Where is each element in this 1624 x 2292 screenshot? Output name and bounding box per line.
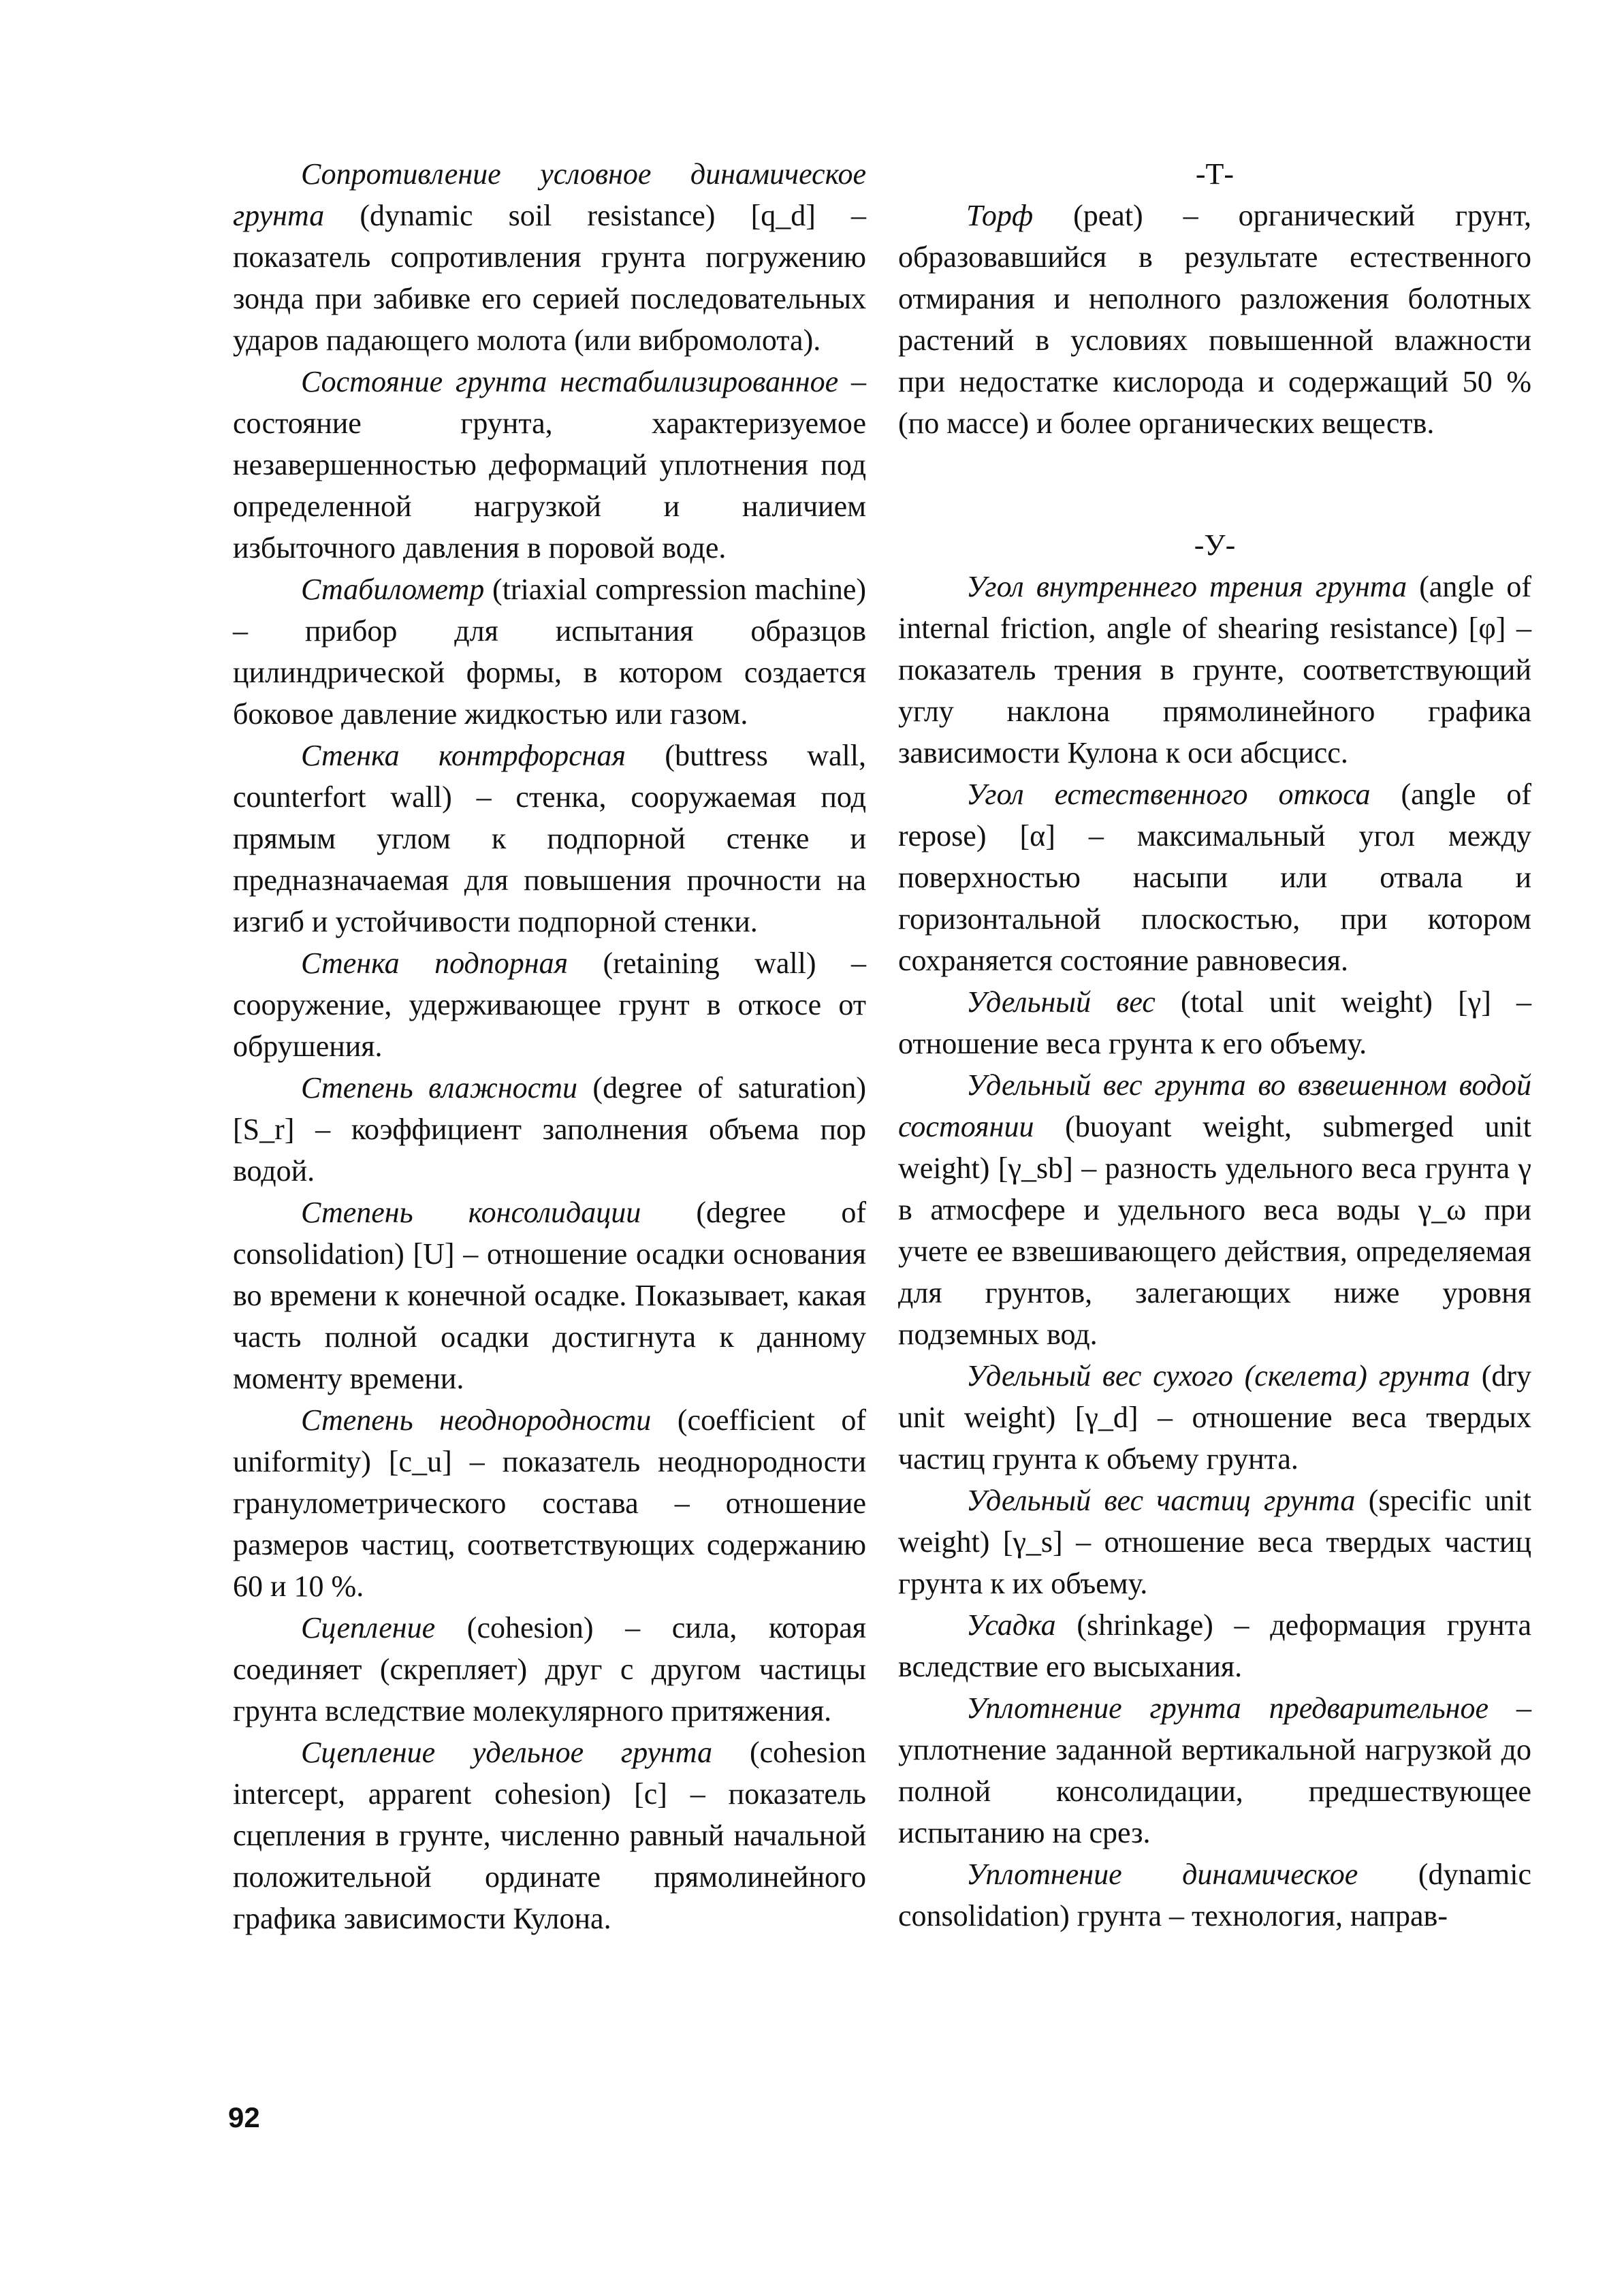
entry-term: Стенка контрфорсная bbox=[301, 739, 626, 772]
entry-term: Торф bbox=[966, 199, 1034, 232]
entry-definition: (buttress wall, counterfort wall) – стенка, сооружаемая под прямым углом к подпорной стенке и предназначаемая для повышения прочности на изгиб и устойчивости подпорной стенки. bbox=[233, 739, 866, 938]
entry-definition: (shrinkage) – деформация грунта вследствие его высыхания. bbox=[898, 1608, 1531, 1683]
entry bbox=[233, 735, 866, 942]
entry-definition: (dynamic consolidation) грунта – технология, направ- bbox=[898, 1858, 1531, 1932]
entry-term: Сцепление bbox=[301, 1611, 436, 1644]
entry-definition: (angle of repose) [α] – максимальный угол между поверхностью насыпи или отвала и горизонтальной плоскостью, при котором сохраняется состояние равновесия. bbox=[898, 778, 1532, 977]
entry-term: Удельный вес сухого (скелета) грунта bbox=[966, 1359, 1470, 1392]
entry-term: Состояние грунта нестабилизированное bbox=[301, 365, 839, 398]
entry-definition: (degree of saturation) [S_r] – коэффициент заполнения объема пор водой. bbox=[233, 1071, 866, 1188]
entry bbox=[233, 153, 866, 361]
entry bbox=[233, 942, 866, 1067]
entry-definition: (cohesion intercept, apparent cohesion) [c] – показатель сцепления в грунте, численно равный начальной положительной ординате прямолинейного графика зависимости Кулона. bbox=[233, 1736, 866, 1935]
entry-term: Стабилометр bbox=[301, 573, 485, 606]
entry bbox=[233, 1399, 866, 1607]
entry bbox=[898, 1853, 1531, 1937]
entry-term: Уплотнение динамическое bbox=[966, 1858, 1358, 1891]
entry-definition: – уплотнение заданной вертикальной нагрузкой до полной консолидации, предшествующее испытанию на срез. bbox=[898, 1691, 1532, 1849]
entry bbox=[233, 1732, 866, 1939]
entry bbox=[898, 1480, 1531, 1604]
entry bbox=[233, 1067, 866, 1192]
entry-term: Удельный вес частиц грунта bbox=[966, 1484, 1356, 1517]
entry-term: Удельный вес bbox=[966, 985, 1156, 1019]
entry-definition: (angle of internal friction, angle of shearing resistance) [φ] – показатель трения в грунте, соответствующий углу наклона прямолинейного графика зависимости Кулона к оси абсцисс. bbox=[898, 570, 1531, 769]
entry bbox=[233, 361, 866, 569]
entry bbox=[233, 569, 866, 735]
entry-term: Степень влажности bbox=[301, 1071, 577, 1104]
entry-definition: (retaining wall) – сооружение, удерживающее грунт в откосе от обрушения. bbox=[233, 946, 866, 1063]
entry-definition: – состояние грунта, характеризуемое незавершенностью деформаций уплотнения под определенной нагрузкой и наличием избыточного давления в поровой воде. bbox=[233, 365, 866, 564]
entry-definition: (coefficient of uniformity) [c_u] – показатель неоднородности гранулометрического состава – отношение размеров частиц, соответствующих содержанию 60 и 10 %. bbox=[233, 1403, 866, 1603]
entry bbox=[898, 774, 1531, 981]
entry bbox=[898, 981, 1531, 1064]
entry-term: Удельный вес грунта во взвешенном водой состоянии bbox=[898, 1068, 1531, 1143]
entry-definition: (degree of consolidation) [U] – отношение осадки основания во времени к конечной осадке. Показывает, какая часть полной осадки достигнута к данному моменту времени. bbox=[233, 1196, 866, 1395]
entry-definition: (buoyant weight, submerged unit weight) [γ_sb] – разность удельного веса грунта γ в атмосфере и удельного веса воды γ_ω при учете ее взвешивающего действия, определяемая для грунтов, залегающих ниже уровня подземных вод. bbox=[898, 1110, 1531, 1351]
entry-term: Уплотнение грунта предварительное bbox=[966, 1691, 1489, 1725]
entry-definition: (cohesion) – сила, которая соединяет (скрепляет) друг с другом частицы грунта вследствие молекулярного притяжения. bbox=[233, 1611, 866, 1728]
entry-term: Степень неоднородности bbox=[301, 1403, 652, 1437]
entry-definition: (specific unit weight) [γ_s] – отношение веса твердых частиц грунта к их объему. bbox=[898, 1484, 1532, 1600]
section-heading-u: -У- bbox=[1194, 528, 1236, 562]
entry-term: Сцепление удельное грунта bbox=[301, 1736, 713, 1769]
left-column bbox=[233, 153, 866, 1939]
entry bbox=[233, 1192, 866, 1399]
entry-term: Степень консолидации bbox=[301, 1196, 641, 1229]
entry bbox=[233, 1607, 866, 1732]
entry-definition: (dynamic soil resistance) [q_d] – показатель сопротивления грунта погружению зонда при забивке его серией последовательных ударов падающего молота (или вибромолота). bbox=[233, 199, 866, 357]
page-number: 92 bbox=[228, 2101, 260, 2133]
entry bbox=[898, 1604, 1531, 1687]
entry-term: Усадка bbox=[966, 1608, 1056, 1642]
entry bbox=[898, 566, 1531, 774]
right-column bbox=[898, 153, 1531, 1937]
entry-term: Угол внутреннего трения грунта bbox=[966, 570, 1407, 603]
entry-term: Угол естественного откоса bbox=[966, 778, 1371, 811]
entry-definition: (dry unit weight) [γ_d] – отношение веса твердых частиц грунта к объему грунта. bbox=[898, 1359, 1531, 1476]
entry-term: Стенка подпорная bbox=[301, 946, 569, 980]
entry-definition: (peat) – органический грунт, образовавшийся в результате естественного отмирания и неполного разложения болотных растений в условиях повышенной влажности при недостатке кислорода и содержащий 50 % (по массе) и более органических веществ. bbox=[898, 199, 1531, 440]
entry bbox=[898, 1687, 1531, 1853]
entry bbox=[898, 1064, 1531, 1355]
entry-definition: (total unit weight) [γ] – отношение веса грунта к его объему. bbox=[898, 985, 1531, 1060]
section-heading-t: -Т- bbox=[1195, 157, 1235, 191]
entry bbox=[898, 1355, 1531, 1480]
entry bbox=[898, 195, 1531, 444]
entry-term: Сопротивление условное динамическое грунта bbox=[233, 157, 866, 232]
entry-definition: (triaxial compression machine) – прибор для испытания образцов цилиндрической формы, в котором создается боковое давление жидкостью или газом. bbox=[233, 573, 866, 731]
